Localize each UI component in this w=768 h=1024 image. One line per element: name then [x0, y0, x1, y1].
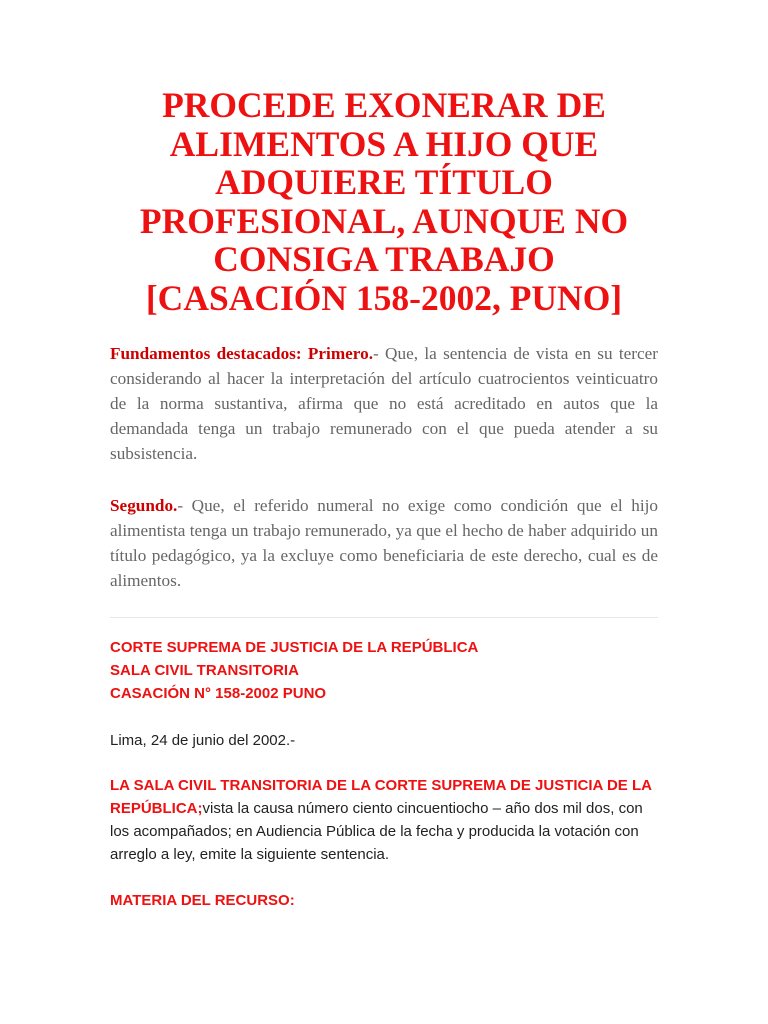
sala-paragraph-lead: LA SALA CIVIL TRANSITORIA DE LA CORTE SUPREMA DE JUSTICIA DE LA REPÚBLICA;	[110, 777, 652, 817]
paragraph-second	[110, 493, 658, 593]
paragraph-first-text: - Que, la sentencia de vista en su tercer considerando al hacer la interpretación del artículo cuatrocientos veinticuatro de la norma sustantiva, afirma que no está acreditado en autos que la demandada tenga un trabajo remunerado con el que pueda atender a su subsistencia.	[110, 344, 658, 463]
court-header-line1: CORTE SUPREMA DE JUSTICIA DE LA REPÚBLICA	[110, 639, 479, 656]
section-heading-materia: MATERIA DEL RECURSO:	[110, 892, 295, 909]
paragraph-second-text: - Que, el referido numeral no exige como condición que el hijo alimentista tenga un trabajo remunerado, ya que el hecho de haber adquirido un título pedagógico, ya la excluye como beneficiaria de este derecho, cual es de alimentos.	[110, 496, 658, 590]
paragraph-second-lead: Segundo.	[110, 496, 178, 515]
paragraph-first	[110, 341, 658, 466]
paragraph-first-lead: Fundamentos destacados: Primero.	[110, 344, 373, 363]
divider	[110, 617, 658, 618]
sala-paragraph-text: vista la causa número ciento cincuentiocho – año dos mil dos, con los acompañados; en Audiencia Pública de la fecha y producida la votación con arreglo a ley, emite la siguiente sentencia.	[110, 800, 643, 863]
page-title: PROCEDE EXONERAR DE ALIMENTOS A HIJO QUE ADQUIERE TÍTULO PROFESIONAL, AUNQUE NO CONSIGA TRABAJO [CASACIÓN 158-2002, PUNO]	[139, 85, 629, 318]
court-header-line3: CASACIÓN N° 158-2002 PUNO	[110, 685, 327, 702]
court-header-line2: SALA CIVIL TRANSITORIA	[110, 662, 299, 679]
court-header	[110, 636, 658, 705]
date-line: Lima, 24 de junio del 2002.-	[110, 732, 296, 749]
sala-paragraph	[110, 774, 658, 866]
